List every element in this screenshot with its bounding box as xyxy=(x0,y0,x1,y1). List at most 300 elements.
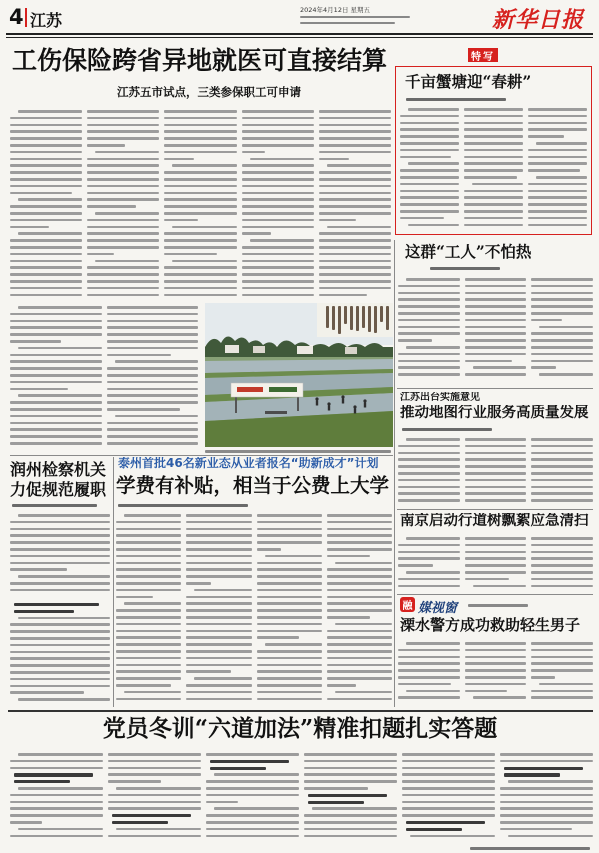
text-line xyxy=(368,306,371,332)
text-line xyxy=(242,212,314,215)
text-line xyxy=(531,662,593,665)
text-line xyxy=(124,514,181,517)
text-line xyxy=(206,828,299,831)
text-line xyxy=(10,657,110,660)
text-line xyxy=(465,557,527,560)
text-line xyxy=(87,273,159,276)
text-line xyxy=(374,306,377,333)
text-line xyxy=(465,339,527,342)
text-line xyxy=(18,575,110,578)
bottom-rule xyxy=(8,710,593,712)
text-line xyxy=(335,562,392,565)
right-story-2-kicker: 江苏出台实施意见 xyxy=(400,392,480,403)
text-line xyxy=(116,677,181,680)
text-line xyxy=(465,662,527,665)
text-line xyxy=(304,828,397,831)
text-line xyxy=(531,578,593,581)
text-line xyxy=(265,643,322,646)
text-line xyxy=(10,534,110,537)
text-line xyxy=(10,226,49,229)
text-line xyxy=(10,630,110,633)
text-line xyxy=(332,306,335,330)
text-line xyxy=(465,492,527,495)
text-line xyxy=(164,110,236,113)
text-line xyxy=(10,117,82,120)
text-column xyxy=(500,751,593,844)
text-line xyxy=(380,306,383,322)
text-line xyxy=(465,326,527,329)
right-story-4-headline: 溧水警方成功救助轻生男子 xyxy=(400,617,581,634)
text-line xyxy=(10,266,82,269)
text-line xyxy=(402,801,495,804)
text-line xyxy=(87,253,114,256)
text-line xyxy=(531,472,593,475)
text-line xyxy=(531,305,593,308)
text-line xyxy=(464,108,523,111)
text-line xyxy=(107,394,199,397)
text-line xyxy=(465,649,527,652)
text-line xyxy=(500,794,593,797)
text-line xyxy=(531,656,593,659)
text-line xyxy=(398,669,460,672)
text-line xyxy=(10,287,82,290)
text-line xyxy=(398,486,460,489)
text-line xyxy=(10,171,82,174)
left-story-byline xyxy=(12,504,97,507)
text-column xyxy=(10,108,82,300)
text-line xyxy=(400,176,459,179)
text-line xyxy=(250,158,314,161)
text-line xyxy=(116,541,181,544)
text-line xyxy=(508,780,593,783)
text-line xyxy=(327,521,392,524)
text-line xyxy=(186,650,251,653)
text-line xyxy=(528,128,587,131)
text-line xyxy=(465,578,509,581)
text-line xyxy=(10,144,82,147)
text-line xyxy=(87,294,159,297)
text-line xyxy=(406,571,460,574)
text-line xyxy=(116,589,181,592)
text-line xyxy=(10,568,67,571)
text-line xyxy=(531,690,593,693)
text-line xyxy=(398,319,460,322)
text-line xyxy=(327,650,392,653)
photo-house xyxy=(225,345,239,353)
text-line xyxy=(10,178,82,181)
text-line xyxy=(10,253,82,256)
text-line xyxy=(87,239,159,242)
text-column xyxy=(398,535,460,591)
text-line xyxy=(107,333,199,336)
text-line xyxy=(473,696,527,699)
text-column xyxy=(465,535,527,591)
header-rule xyxy=(6,33,593,35)
photo-person xyxy=(364,403,366,408)
text-line xyxy=(406,690,460,693)
text-line xyxy=(10,326,102,329)
text-line xyxy=(402,753,495,756)
text-line xyxy=(402,787,495,790)
text-line xyxy=(398,326,460,329)
left-story-headline-1: 润州检察机关 xyxy=(10,461,107,479)
text-line xyxy=(398,445,460,448)
right-story-3-headline: 南京启动行道树飘絮应急清扫 xyxy=(400,513,589,529)
text-line xyxy=(242,219,314,222)
text-line xyxy=(10,562,110,565)
text-line xyxy=(500,753,593,756)
text-line xyxy=(356,306,359,331)
text-line xyxy=(319,185,391,188)
text-column xyxy=(398,436,460,506)
text-line xyxy=(116,698,181,701)
text-line xyxy=(18,110,82,113)
text-line xyxy=(465,298,527,301)
text-line xyxy=(327,609,392,612)
text-line xyxy=(95,260,159,263)
photo-person xyxy=(341,395,344,398)
page-number: 4 xyxy=(9,5,24,29)
text-line xyxy=(465,479,527,482)
text-line xyxy=(464,122,523,125)
text-line xyxy=(327,657,392,660)
text-line xyxy=(242,117,314,120)
text-line xyxy=(464,203,523,206)
text-line xyxy=(10,388,68,391)
text-line xyxy=(327,534,392,537)
text-line xyxy=(531,366,555,369)
text-line xyxy=(107,306,199,309)
text-line xyxy=(10,219,82,222)
photo-person xyxy=(363,399,366,402)
text-line xyxy=(10,582,110,585)
text-line xyxy=(257,650,322,653)
text-line xyxy=(528,156,587,159)
editor-credit xyxy=(300,16,410,18)
text-line xyxy=(108,801,201,804)
text-line xyxy=(528,122,587,125)
text-line xyxy=(10,158,82,161)
lead-subhead: 江苏五市试点，三类参保职工可申请 xyxy=(117,86,301,99)
text-line xyxy=(464,196,523,199)
text-line xyxy=(465,656,527,659)
text-line xyxy=(164,198,236,201)
text-line xyxy=(464,156,523,159)
photo-house xyxy=(345,347,357,354)
text-line xyxy=(10,442,102,445)
text-line xyxy=(257,575,322,578)
text-line xyxy=(398,373,460,376)
text-line xyxy=(124,691,181,694)
text-line xyxy=(10,360,102,363)
text-line xyxy=(528,115,587,118)
text-column xyxy=(465,436,527,506)
text-line xyxy=(400,122,459,125)
text-line xyxy=(531,551,593,554)
right-story-4-body xyxy=(398,640,593,706)
text-line xyxy=(257,636,299,639)
left-story-body xyxy=(10,512,110,598)
text-line xyxy=(465,319,527,322)
text-line xyxy=(242,246,314,249)
text-line xyxy=(257,657,322,660)
text-line xyxy=(10,320,102,323)
text-column xyxy=(206,751,299,844)
text-line xyxy=(362,306,365,328)
text-line xyxy=(164,246,236,249)
text-line xyxy=(257,609,322,612)
text-line xyxy=(531,649,593,652)
text-line xyxy=(408,162,459,165)
text-column xyxy=(464,106,523,230)
text-column xyxy=(87,108,159,300)
text-line xyxy=(528,210,587,213)
text-line xyxy=(87,164,159,167)
text-line xyxy=(319,137,391,140)
text-line xyxy=(319,266,391,269)
text-line xyxy=(242,164,314,167)
text-line xyxy=(210,760,289,763)
text-line xyxy=(164,185,236,188)
text-line xyxy=(406,537,460,540)
text-line xyxy=(350,306,353,330)
text-line xyxy=(87,171,159,174)
text-line xyxy=(164,280,236,283)
text-line xyxy=(172,260,236,263)
text-line xyxy=(194,589,251,592)
text-line xyxy=(528,108,587,111)
text-line xyxy=(400,217,444,220)
text-line xyxy=(473,585,527,588)
text-line xyxy=(124,602,181,605)
text-line xyxy=(108,773,201,776)
text-line xyxy=(242,171,314,174)
text-line xyxy=(172,226,236,229)
text-line xyxy=(319,287,391,290)
text-column xyxy=(257,512,322,706)
text-line xyxy=(10,273,82,276)
text-column xyxy=(531,436,593,506)
text-line xyxy=(116,650,181,653)
text-line xyxy=(164,212,236,215)
text-line xyxy=(531,312,593,315)
text-line xyxy=(186,670,231,673)
text-line xyxy=(531,499,593,502)
column-divider xyxy=(113,457,114,707)
text-line xyxy=(465,312,527,315)
text-line xyxy=(398,578,460,581)
text-line xyxy=(319,192,391,195)
text-line xyxy=(531,285,593,288)
text-line xyxy=(528,149,587,152)
text-line xyxy=(531,585,593,588)
text-line xyxy=(164,171,236,174)
text-line xyxy=(257,691,322,694)
text-line xyxy=(116,670,181,673)
photo-person xyxy=(315,397,318,400)
text-line xyxy=(186,534,251,537)
text-line xyxy=(402,794,495,797)
text-line xyxy=(116,534,181,537)
section-name: 江苏 xyxy=(30,11,63,30)
text-line xyxy=(400,149,459,152)
text-line xyxy=(319,219,356,222)
text-line xyxy=(398,452,460,455)
text-line xyxy=(398,353,460,356)
text-line xyxy=(18,753,103,756)
text-line xyxy=(465,669,527,672)
text-line xyxy=(304,821,397,824)
text-line xyxy=(531,696,593,699)
text-line xyxy=(87,219,159,222)
text-line xyxy=(116,521,181,524)
text-line xyxy=(242,137,314,140)
text-line xyxy=(107,422,199,425)
photo-boat xyxy=(265,411,287,414)
page-header xyxy=(0,0,599,40)
text-line xyxy=(164,294,236,297)
text-line xyxy=(257,548,282,551)
text-line xyxy=(531,353,593,356)
header-rule-thin xyxy=(6,37,593,38)
text-line xyxy=(257,602,322,605)
text-line xyxy=(344,306,347,324)
text-line xyxy=(10,678,110,681)
text-line xyxy=(10,415,102,418)
text-line xyxy=(10,124,82,127)
text-line xyxy=(10,664,110,667)
text-line xyxy=(400,128,459,131)
text-line xyxy=(464,128,523,131)
text-line xyxy=(186,684,251,687)
text-line xyxy=(531,278,593,281)
text-line xyxy=(465,346,527,349)
text-line xyxy=(14,610,74,613)
text-line xyxy=(410,835,495,838)
text-line xyxy=(10,801,103,804)
text-line xyxy=(87,205,136,208)
media-banner-title: 媒视窗 xyxy=(418,601,458,616)
text-line xyxy=(465,438,527,441)
text-line xyxy=(465,486,527,489)
text-line xyxy=(465,499,527,502)
text-line xyxy=(539,326,593,329)
text-line xyxy=(107,313,199,316)
text-line xyxy=(327,684,356,687)
photo-house xyxy=(253,346,265,353)
bottom-story-headline: 党员冬训“六道加法”精准扣题扎实答题 xyxy=(102,716,498,742)
text-line xyxy=(464,162,523,165)
right-story-2-body xyxy=(398,436,593,506)
text-line xyxy=(531,676,555,679)
right-story-3-body xyxy=(398,535,593,591)
text-line xyxy=(87,226,159,229)
text-line xyxy=(528,196,587,199)
text-line xyxy=(531,346,593,349)
right-rule xyxy=(397,388,593,389)
text-line xyxy=(107,381,199,384)
text-line xyxy=(398,492,460,495)
text-line xyxy=(536,176,587,179)
text-line xyxy=(107,340,199,343)
text-line xyxy=(186,548,251,551)
text-column xyxy=(107,304,199,448)
middle-story-headline: 学费有补贴，相当于公费上大学 xyxy=(116,475,390,497)
text-line xyxy=(327,582,392,585)
text-line xyxy=(10,835,103,838)
text-line xyxy=(206,835,299,838)
text-line xyxy=(242,266,314,269)
text-line xyxy=(257,616,322,619)
text-line xyxy=(465,571,527,574)
text-line xyxy=(398,656,460,659)
text-line xyxy=(186,602,251,605)
text-line xyxy=(242,260,314,263)
text-line xyxy=(186,657,251,660)
text-column xyxy=(10,751,103,844)
text-line xyxy=(304,787,368,790)
text-line xyxy=(87,246,159,249)
middle-story-body xyxy=(116,512,392,706)
text-line xyxy=(327,568,392,571)
text-line xyxy=(116,528,181,531)
text-line xyxy=(304,753,397,756)
page-number-divider xyxy=(25,8,27,27)
text-line xyxy=(242,151,265,154)
text-line xyxy=(186,562,251,565)
text-line xyxy=(257,582,322,585)
text-line xyxy=(465,305,527,308)
text-line xyxy=(18,232,82,235)
text-line xyxy=(116,636,181,639)
text-line xyxy=(116,787,201,790)
middle-story-byline xyxy=(118,504,248,507)
text-line xyxy=(186,555,251,558)
text-line xyxy=(402,773,495,776)
text-line xyxy=(528,217,587,220)
text-line xyxy=(164,137,236,140)
bottom-story-body xyxy=(10,751,593,844)
text-line xyxy=(531,479,593,482)
text-line xyxy=(186,630,251,633)
text-line xyxy=(465,465,527,468)
text-line xyxy=(87,192,159,195)
text-line xyxy=(319,239,391,242)
text-line xyxy=(87,158,159,161)
text-column xyxy=(164,108,236,300)
text-line xyxy=(319,171,391,174)
text-line xyxy=(10,212,82,215)
text-line xyxy=(500,814,593,817)
text-line xyxy=(531,544,593,547)
text-line xyxy=(242,130,314,133)
text-line xyxy=(242,124,314,127)
text-line xyxy=(10,185,82,188)
text-line xyxy=(242,280,314,283)
text-line xyxy=(186,521,251,524)
text-line xyxy=(327,602,392,605)
text-line xyxy=(257,698,322,701)
text-line xyxy=(406,821,485,824)
text-line xyxy=(206,794,299,797)
text-line xyxy=(398,662,460,665)
right-rule xyxy=(397,594,593,595)
text-line xyxy=(10,192,72,195)
text-line xyxy=(402,780,495,783)
text-line xyxy=(465,452,527,455)
text-line xyxy=(319,294,367,297)
text-line xyxy=(464,224,523,227)
